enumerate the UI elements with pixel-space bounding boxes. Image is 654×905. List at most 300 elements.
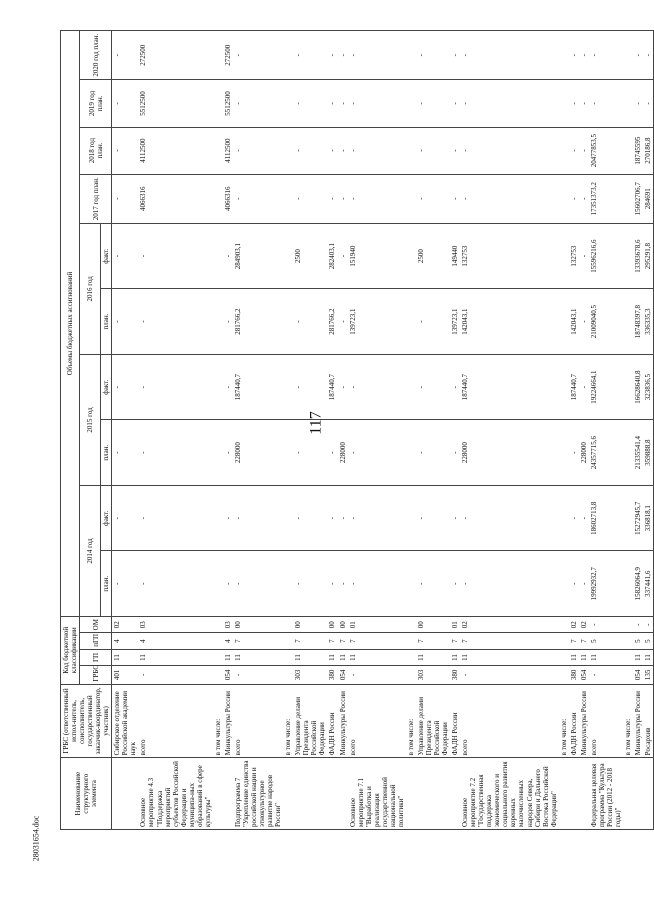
- table-row: [327, 31, 337, 830]
- row-value: -: [293, 551, 327, 617]
- row-code: 054: [338, 666, 348, 684]
- row-value: 281766,2: [233, 289, 283, 355]
- row-value: 228000: [338, 420, 348, 486]
- row-grbs: Минкультуры России: [633, 684, 643, 758]
- row-value: -: [138, 289, 212, 355]
- row-value: -: [460, 31, 559, 80]
- row-value: -: [233, 174, 283, 223]
- row-name: [283, 758, 293, 830]
- row-value: [623, 31, 633, 80]
- row-name: [406, 758, 416, 830]
- row-value: 15596216,6: [589, 223, 623, 289]
- row-value: [623, 551, 633, 617]
- row-value: -: [223, 485, 233, 551]
- row-code: 135: [643, 666, 654, 684]
- row-value: 17351373,2: [589, 174, 623, 223]
- row-value: -: [569, 551, 579, 617]
- row-code: [283, 617, 293, 633]
- row-value: -: [579, 80, 589, 127]
- row-name: Федеральная целевая программа "Культура России (2012 - 2018 годы)": [589, 758, 623, 830]
- header-code-group: Код бюджетной классификации: [61, 617, 80, 685]
- row-value: [283, 31, 293, 80]
- row-value: 18748397,8: [633, 289, 643, 355]
- row-value: [623, 80, 633, 127]
- row-code: [213, 649, 223, 665]
- row-value: [283, 223, 293, 289]
- row-value: 16628640,8: [633, 354, 643, 420]
- row-value: -: [112, 551, 139, 617]
- row-value: 142043,1: [569, 289, 579, 355]
- row-grbs: Росархив: [643, 684, 654, 758]
- table-row: [233, 31, 283, 830]
- row-value: -: [293, 31, 327, 80]
- row-value: -: [112, 127, 139, 174]
- row-value: [559, 551, 569, 617]
- row-name: [450, 758, 460, 830]
- header-name: Наименование структурного элемента: [61, 758, 112, 830]
- row-value: -: [460, 485, 559, 551]
- row-value: [559, 354, 569, 420]
- row-value: [406, 31, 416, 80]
- row-value: -: [138, 223, 212, 289]
- row-code: [559, 617, 569, 633]
- row-code: 7: [416, 633, 450, 649]
- header-2015-fact: факт.: [101, 354, 112, 420]
- row-value: -: [138, 551, 212, 617]
- row-name: [559, 758, 569, 830]
- row-value: -: [327, 80, 337, 127]
- row-value: -: [569, 174, 579, 223]
- row-name: Подпрограмма 7 "Укрепление единства российской нации и этнокультурное развитие народов России": [233, 758, 283, 830]
- row-value: -: [233, 485, 283, 551]
- row-value: 323836,5: [643, 354, 654, 420]
- row-code: [283, 666, 293, 684]
- row-value: -: [579, 31, 589, 80]
- row-value: 2500: [293, 223, 327, 289]
- row-value: 15826064,9: [633, 551, 643, 617]
- row-value: -: [348, 174, 406, 223]
- row-code: -: [589, 666, 623, 684]
- row-value: -: [138, 420, 212, 486]
- row-value: 272500: [138, 31, 212, 80]
- row-code: 7: [450, 633, 460, 649]
- row-name: Основное мероприятие 4.3 "Поддержка мероприятий субъектов Российской Федерации и муниципа-ных образований в сфере культуры": [138, 758, 212, 830]
- row-value: -: [338, 31, 348, 80]
- row-name: [643, 758, 654, 830]
- row-value: [559, 127, 569, 174]
- row-value: 187440,7: [460, 354, 559, 420]
- header-year-2014: 2014 год: [80, 485, 101, 616]
- row-value: -: [416, 80, 450, 127]
- row-code: [283, 633, 293, 649]
- row-code: 00: [293, 617, 327, 633]
- row-code: 11: [460, 649, 559, 665]
- row-value: -: [579, 127, 589, 174]
- row-value: -: [569, 127, 579, 174]
- row-value: -: [112, 354, 139, 420]
- row-value: [559, 289, 569, 355]
- row-code: 054: [633, 666, 643, 684]
- row-code: 02: [579, 617, 589, 633]
- row-value: 139723,1: [450, 289, 460, 355]
- row-name: [633, 758, 643, 830]
- row-value: -: [327, 127, 337, 174]
- row-value: -: [293, 354, 327, 420]
- row-name: [327, 758, 337, 830]
- row-value: 295291,8: [643, 223, 654, 289]
- row-name: [293, 758, 327, 830]
- header-volumes: Объемы бюджетных ассигнований: [61, 31, 80, 617]
- row-name: [416, 758, 450, 830]
- row-value: 336335,3: [643, 289, 654, 355]
- header-code-om: ОМ: [80, 617, 112, 633]
- row-value: [623, 420, 633, 486]
- row-grbs: ФАДН России: [569, 684, 579, 758]
- row-code: 11: [589, 649, 623, 665]
- row-value: [406, 551, 416, 617]
- row-value: 337441,6: [643, 551, 654, 617]
- row-code: [406, 649, 416, 665]
- row-name: [579, 758, 589, 830]
- row-code: -: [633, 617, 643, 633]
- row-value: 281766,2: [327, 289, 337, 355]
- row-code: 7: [233, 633, 283, 649]
- row-value: 20477853,5: [589, 127, 623, 174]
- row-value: -: [450, 485, 460, 551]
- row-grbs: Управление делами Президента Российской Федерации: [293, 684, 327, 758]
- row-code: 02: [569, 617, 579, 633]
- row-value: -: [450, 551, 460, 617]
- row-value: -: [579, 485, 589, 551]
- row-value: [406, 354, 416, 420]
- row-value: [213, 420, 223, 486]
- row-value: [623, 127, 633, 174]
- row-code: 11: [327, 649, 337, 665]
- row-value: -: [348, 127, 406, 174]
- row-value: -: [338, 80, 348, 127]
- row-code: 11: [348, 649, 406, 665]
- row-code: 4: [138, 633, 212, 649]
- row-value: 18602713,8: [589, 485, 623, 551]
- row-value: [406, 420, 416, 486]
- row-value: [623, 174, 633, 223]
- row-code: 7: [348, 633, 406, 649]
- header-year-2015: 2015 год: [80, 354, 101, 485]
- row-value: 187440,7: [327, 354, 337, 420]
- row-value: -: [293, 80, 327, 127]
- row-value: -: [460, 551, 559, 617]
- row-value: [559, 80, 569, 127]
- row-value: 4112500: [138, 127, 212, 174]
- header-2014-fact: факт.: [101, 485, 112, 551]
- row-value: 4066316: [138, 174, 212, 223]
- row-value: -: [293, 174, 327, 223]
- row-grbs: в том числе:: [406, 684, 416, 758]
- row-value: [283, 551, 293, 617]
- row-code: 11: [416, 649, 450, 665]
- row-grbs: Сибирское отделение Российской академии наук: [112, 684, 139, 758]
- row-code: 5: [643, 633, 654, 649]
- row-code: [623, 649, 633, 665]
- row-name: [623, 758, 633, 830]
- row-code: -: [233, 666, 283, 684]
- row-value: -: [223, 289, 233, 355]
- row-value: [559, 223, 569, 289]
- row-value: [559, 420, 569, 486]
- row-code: 11: [450, 649, 460, 665]
- row-value: -: [633, 31, 643, 80]
- row-value: 13393678,6: [633, 223, 643, 289]
- row-code: 11: [293, 649, 327, 665]
- row-value: [213, 485, 223, 551]
- table-row: [633, 31, 643, 830]
- row-value: -: [416, 174, 450, 223]
- row-code: 303: [416, 666, 450, 684]
- row-grbs: всего: [233, 684, 283, 758]
- table-row: [293, 31, 327, 830]
- row-code: 054: [579, 666, 589, 684]
- row-value: 187440,7: [569, 354, 579, 420]
- row-value: -: [327, 174, 337, 223]
- row-value: -: [579, 289, 589, 355]
- row-value: -: [416, 420, 450, 486]
- row-value: -: [138, 354, 212, 420]
- row-code: 054: [223, 666, 233, 684]
- row-value: -: [112, 485, 139, 551]
- row-grbs: в том числе:: [283, 684, 293, 758]
- row-value: -: [327, 31, 337, 80]
- row-value: 151940: [348, 223, 406, 289]
- row-code: -: [348, 666, 406, 684]
- row-code: 00: [233, 617, 283, 633]
- row-value: 132753: [569, 223, 579, 289]
- row-value: 21009040,5: [589, 289, 623, 355]
- row-value: [283, 420, 293, 486]
- row-grbs: ФАДН России: [327, 684, 337, 758]
- row-code: [559, 666, 569, 684]
- table-row: [589, 31, 623, 830]
- row-value: 282403,1: [327, 223, 337, 289]
- row-value: 284903,1: [233, 223, 283, 289]
- row-value: 270186,8: [643, 127, 654, 174]
- row-value: -: [579, 354, 589, 420]
- row-value: -: [589, 31, 623, 80]
- row-code: 7: [569, 633, 579, 649]
- row-value: -: [348, 420, 406, 486]
- row-value: -: [327, 485, 337, 551]
- row-value: [213, 354, 223, 420]
- row-code: 02: [460, 617, 559, 633]
- row-value: -: [569, 420, 579, 486]
- row-value: -: [233, 127, 283, 174]
- table-row: [138, 31, 212, 830]
- row-code: 7: [293, 633, 327, 649]
- row-value: [213, 174, 223, 223]
- row-code: -: [589, 617, 623, 633]
- row-value: -: [348, 31, 406, 80]
- row-grbs: всего: [348, 684, 406, 758]
- table-row: [213, 31, 223, 830]
- row-value: -: [450, 354, 460, 420]
- row-value: -: [643, 80, 654, 127]
- row-code: 00: [338, 617, 348, 633]
- row-name: [569, 758, 579, 830]
- header-year-2020: 2020 год план.: [80, 31, 112, 80]
- row-grbs: всего: [138, 684, 212, 758]
- table-row: [460, 31, 559, 830]
- row-value: -: [112, 289, 139, 355]
- row-value: 21335541,4: [633, 420, 643, 486]
- row-value: 336818,1: [643, 485, 654, 551]
- header-year-2017: 2017 год план.: [80, 174, 112, 223]
- row-value: [213, 551, 223, 617]
- row-code: 03: [138, 617, 212, 633]
- row-value: -: [293, 485, 327, 551]
- row-value: [623, 223, 633, 289]
- row-value: -: [348, 485, 406, 551]
- row-value: [406, 223, 416, 289]
- row-name: [112, 758, 139, 830]
- row-code: 4: [112, 633, 139, 649]
- row-grbs: ФАДН России: [450, 684, 460, 758]
- row-value: -: [460, 127, 559, 174]
- header-2014-plan: план.: [101, 551, 112, 617]
- row-value: -: [450, 80, 460, 127]
- table-row: [623, 31, 633, 830]
- row-code: 380: [569, 666, 579, 684]
- row-value: -: [138, 485, 212, 551]
- row-code: 01: [348, 617, 406, 633]
- row-value: -: [293, 289, 327, 355]
- table-row: [559, 31, 569, 830]
- row-value: 15602706,7: [633, 174, 643, 223]
- row-value: [623, 485, 633, 551]
- row-value: [213, 127, 223, 174]
- row-code: [283, 649, 293, 665]
- row-grbs: в том числе:: [213, 684, 223, 758]
- page-number: 117: [307, 411, 325, 435]
- row-value: -: [579, 551, 589, 617]
- row-value: -: [327, 420, 337, 486]
- header-year-2019: 2019 год план.: [80, 80, 112, 127]
- row-value: 5512500: [223, 80, 233, 127]
- row-code: 5: [589, 633, 623, 649]
- document-id: 28031654.doc: [31, 815, 41, 862]
- row-value: 15272945,7: [633, 485, 643, 551]
- row-value: -: [416, 127, 450, 174]
- row-value: [623, 354, 633, 420]
- row-value: [283, 289, 293, 355]
- row-value: 228000: [460, 420, 559, 486]
- row-value: -: [112, 80, 139, 127]
- row-value: -: [460, 174, 559, 223]
- row-code: 11: [633, 649, 643, 665]
- row-code: [406, 633, 416, 649]
- row-value: 132753: [460, 223, 559, 289]
- row-value: -: [338, 551, 348, 617]
- row-value: -: [112, 31, 139, 80]
- row-code: 7: [579, 633, 589, 649]
- header-grbs: ГРБС (ответственный испол-нитель, соисполнитель, государственный заказчик-координатор, участник): [61, 684, 112, 758]
- row-value: -: [338, 354, 348, 420]
- row-value: [406, 127, 416, 174]
- row-value: -: [569, 485, 579, 551]
- row-value: [283, 485, 293, 551]
- row-value: [559, 174, 569, 223]
- row-value: 272500: [223, 31, 233, 80]
- row-code: [406, 617, 416, 633]
- row-value: [213, 31, 223, 80]
- row-code: [623, 666, 633, 684]
- row-value: -: [293, 420, 327, 486]
- row-value: [283, 127, 293, 174]
- header-2016-fact: факт.: [101, 223, 112, 289]
- row-value: 19992932,7: [589, 551, 623, 617]
- row-value: 139723,1: [348, 289, 406, 355]
- row-value: -: [112, 223, 139, 289]
- row-code: -: [138, 666, 212, 684]
- table-row: [450, 31, 460, 830]
- row-grbs: Управление делами Президента Российской Федерации: [416, 684, 450, 758]
- table-row: [416, 31, 450, 830]
- row-code: 11: [223, 649, 233, 665]
- header-code-grbs: ГРБС: [80, 666, 112, 684]
- row-value: [283, 80, 293, 127]
- row-value: -: [589, 80, 623, 127]
- header-2015-plan: план.: [101, 420, 112, 486]
- table-row: [579, 31, 589, 830]
- row-grbs: Минкультуры России: [579, 684, 589, 758]
- row-code: 11: [233, 649, 283, 665]
- row-code: 00: [327, 617, 337, 633]
- row-code: 401: [112, 666, 139, 684]
- row-value: [406, 289, 416, 355]
- header-year-2016: 2016 год: [80, 223, 101, 354]
- row-code: 01: [450, 617, 460, 633]
- row-code: 02: [112, 617, 139, 633]
- budget-table: [60, 30, 654, 830]
- row-value: 228000: [233, 420, 283, 486]
- row-value: 284691: [643, 174, 654, 223]
- row-value: -: [633, 80, 643, 127]
- table-row: [223, 31, 233, 830]
- row-value: -: [338, 223, 348, 289]
- row-grbs: в том числе:: [559, 684, 569, 758]
- header-code-pgp: пГП: [80, 633, 112, 649]
- table-row: [112, 31, 139, 830]
- row-value: [406, 80, 416, 127]
- table-body: [112, 31, 654, 830]
- row-code: 11: [579, 649, 589, 665]
- table-row: [338, 31, 348, 830]
- row-code: 11: [643, 649, 654, 665]
- row-value: -: [223, 223, 233, 289]
- row-name: [338, 758, 348, 830]
- row-code: [213, 666, 223, 684]
- row-value: [283, 354, 293, 420]
- row-value: [406, 485, 416, 551]
- row-value: 187440,7: [233, 354, 283, 420]
- row-value: [623, 289, 633, 355]
- row-code: 4: [223, 633, 233, 649]
- row-value: -: [643, 31, 654, 80]
- row-code: 7: [460, 633, 559, 649]
- row-value: -: [338, 127, 348, 174]
- row-value: -: [460, 80, 559, 127]
- row-value: -: [416, 485, 450, 551]
- row-value: -: [416, 31, 450, 80]
- row-value: [213, 223, 223, 289]
